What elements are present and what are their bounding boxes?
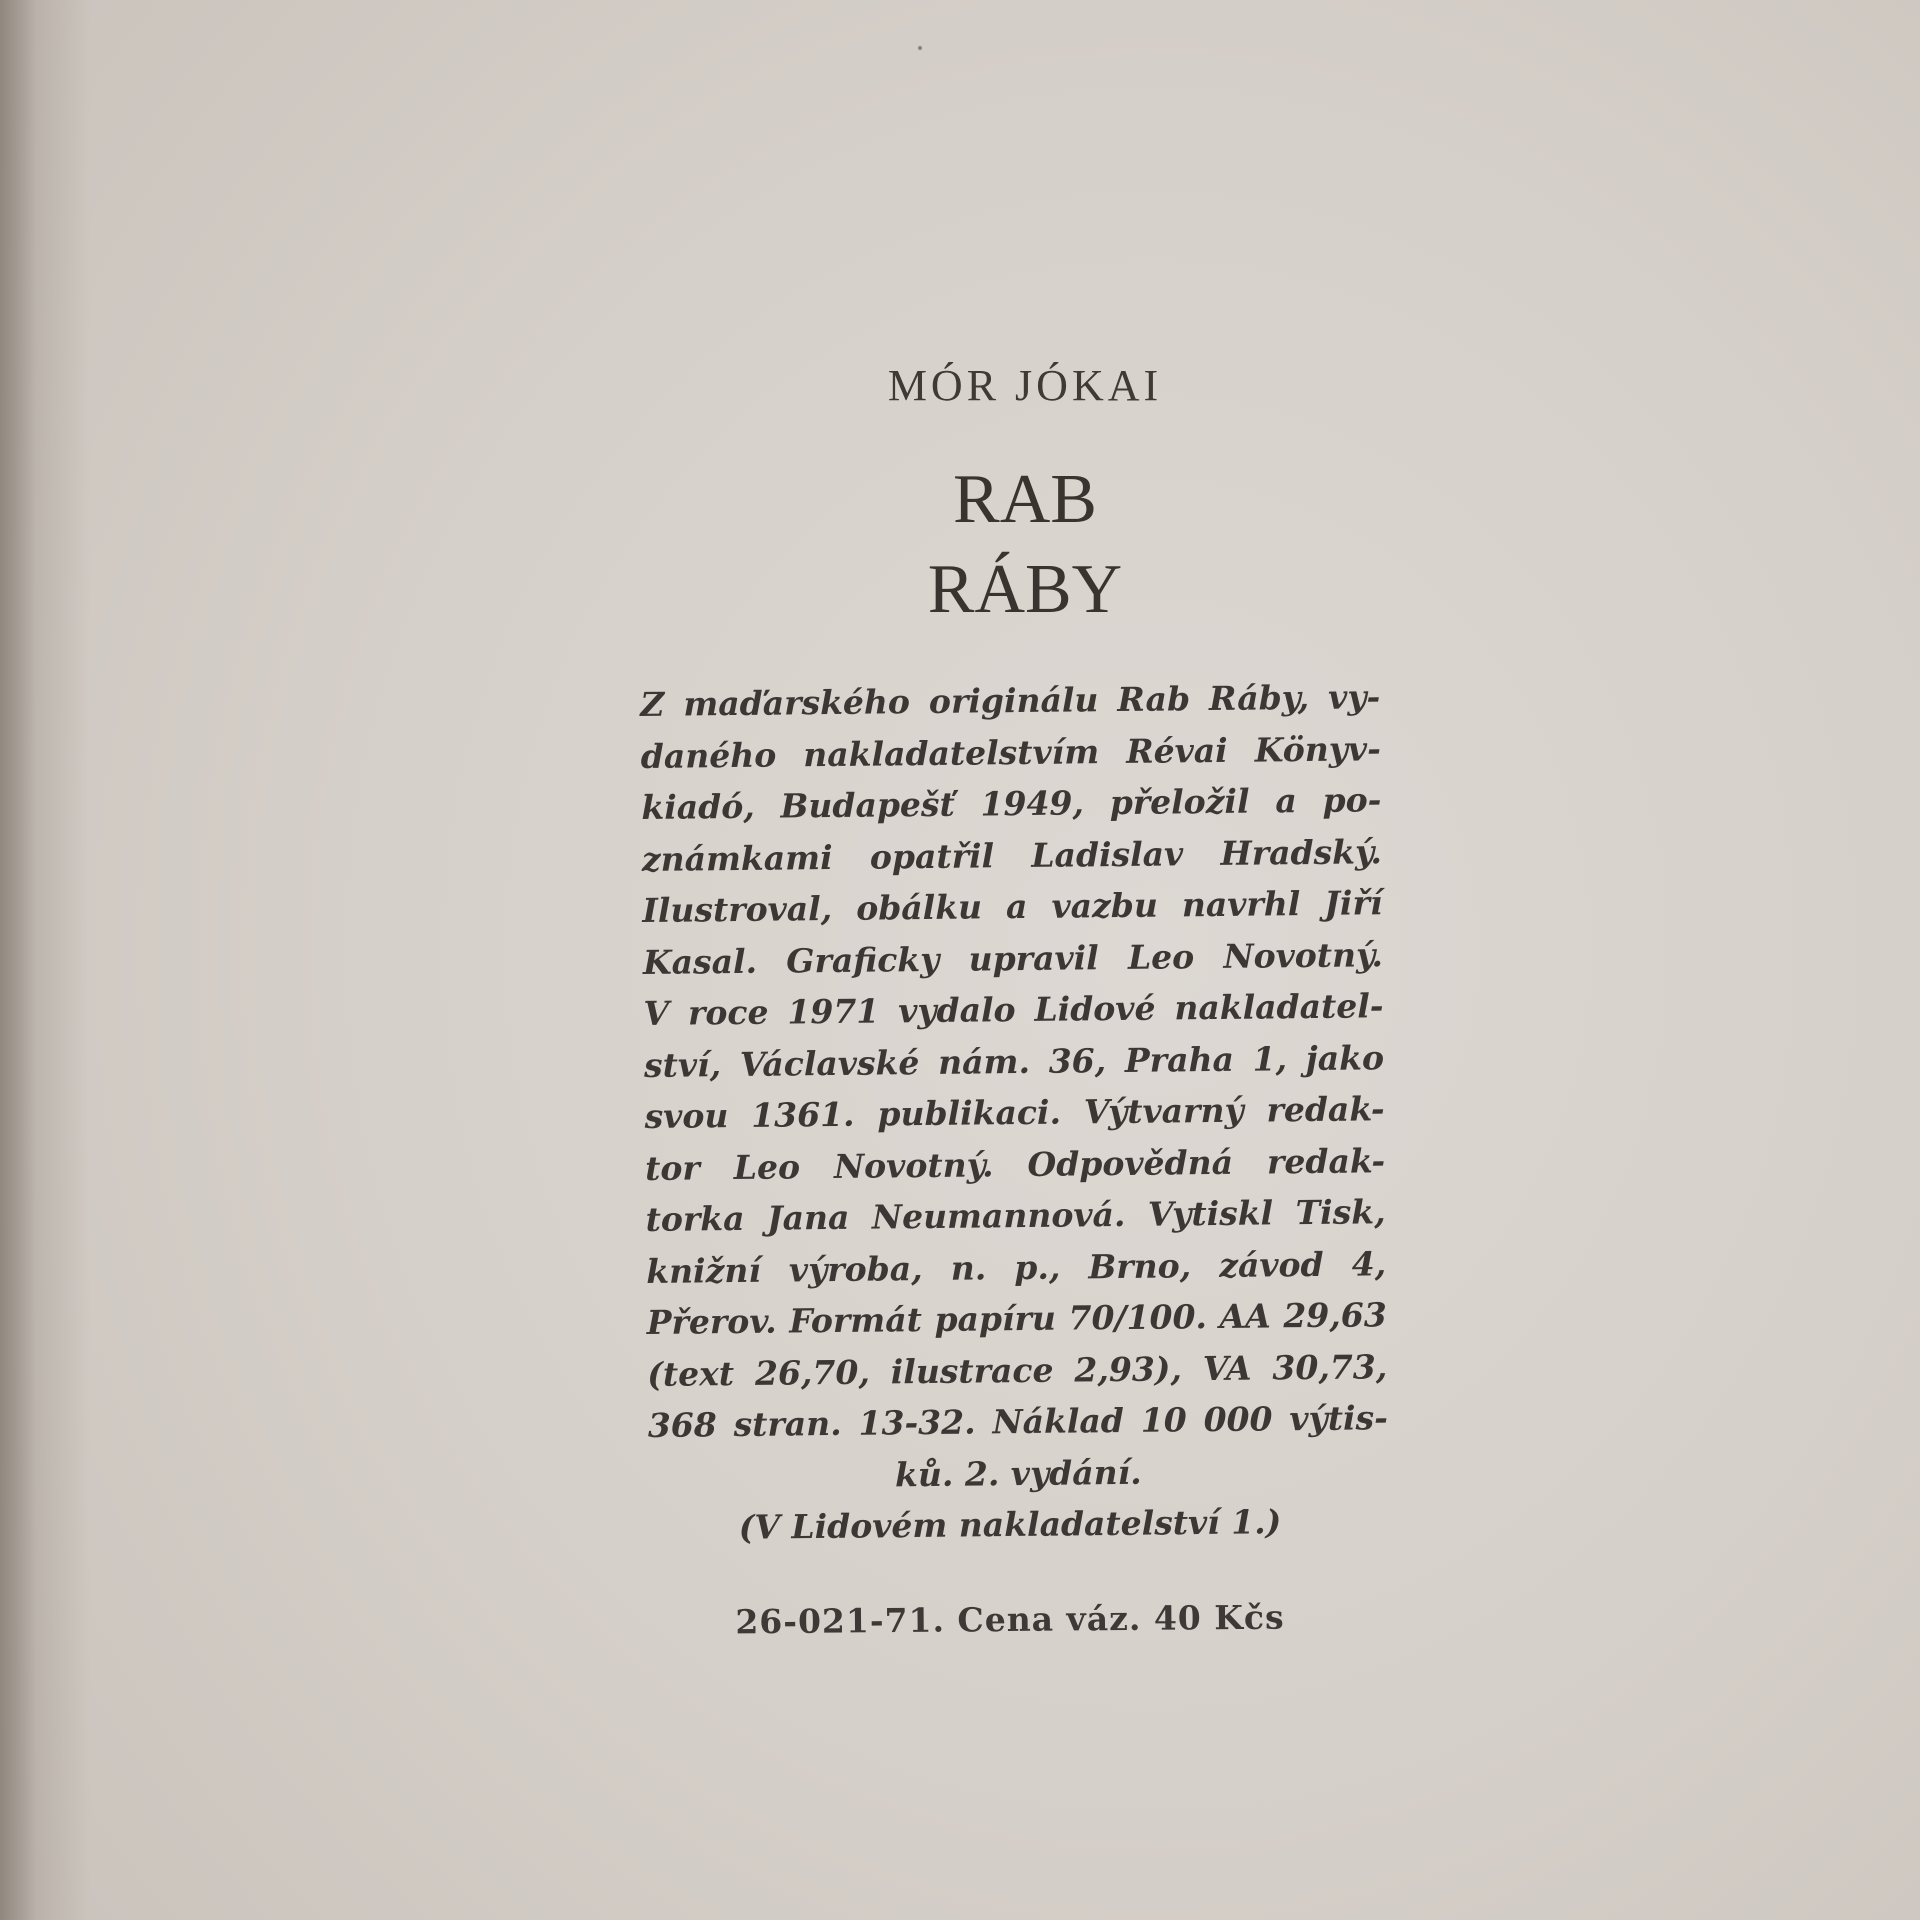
book-title-line-1: RAB <box>953 461 1097 538</box>
book-title-line-2: RÁBY <box>927 551 1123 628</box>
title-page-text <box>620 360 1400 1642</box>
colophon-line-7: V roce 1971 vydalo Lidové nakladatel- <box>643 986 1384 1033</box>
page-gutter-shadow <box>0 0 36 1920</box>
colophon-line-4: známkami opatřil Ladislav Hradský. <box>641 831 1383 879</box>
book-title <box>620 455 1400 635</box>
colophon-line-5: Ilustroval, obálku a vazbu navrhl Jiří <box>642 883 1383 930</box>
colophon-line-13: Přerov. Formát papíru 70/100. AA 29,63 <box>646 1295 1387 1342</box>
colophon-line-1: Z maďarského originálu Rab Ráby, vy- <box>640 677 1381 724</box>
colophon-line-14: (text 26,70, ilustrace 2,93), VA 30,73, <box>647 1346 1388 1394</box>
author-name: MÓR JÓKAI <box>887 361 1163 410</box>
colophon-line-6: Kasal. Graficky upravil Leo Novotný. <box>642 934 1384 982</box>
colophon-line-9: svou 1361. publikaci. Výtvarný redak- <box>644 1089 1385 1136</box>
colophon-line-8: ství, Václavské nám. 36, Praha 1, jako <box>643 1037 1385 1085</box>
catalog-price: 26-021-71. Cena váz. 40 Kčs <box>735 1597 1285 1642</box>
imprint-note: (V Lidovém nakladatelství 1.) <box>738 1502 1282 1547</box>
colophon-line-16: ků. 2. vydání. <box>894 1452 1142 1494</box>
colophon-line-12: knižní výroba, n. p., Brno, závod 4, <box>645 1243 1387 1291</box>
colophon-line-3: kiadó, Budapešť 1949, přeložil a po- <box>641 780 1382 827</box>
paper-speck <box>918 46 922 50</box>
colophon-line-2: daného nakladatelstvím Révai Könyv- <box>640 728 1381 776</box>
colophon-paragraph <box>640 671 1389 1503</box>
colophon-line-10: tor Leo Novotný. Odpovědná redak- <box>644 1140 1386 1188</box>
colophon-line-11: torka Jana Neumannová. Vytiskl Tisk, <box>645 1192 1386 1239</box>
colophon-line-15: 368 stran. 13-32. Náklad 10 000 výtis- <box>647 1398 1388 1445</box>
